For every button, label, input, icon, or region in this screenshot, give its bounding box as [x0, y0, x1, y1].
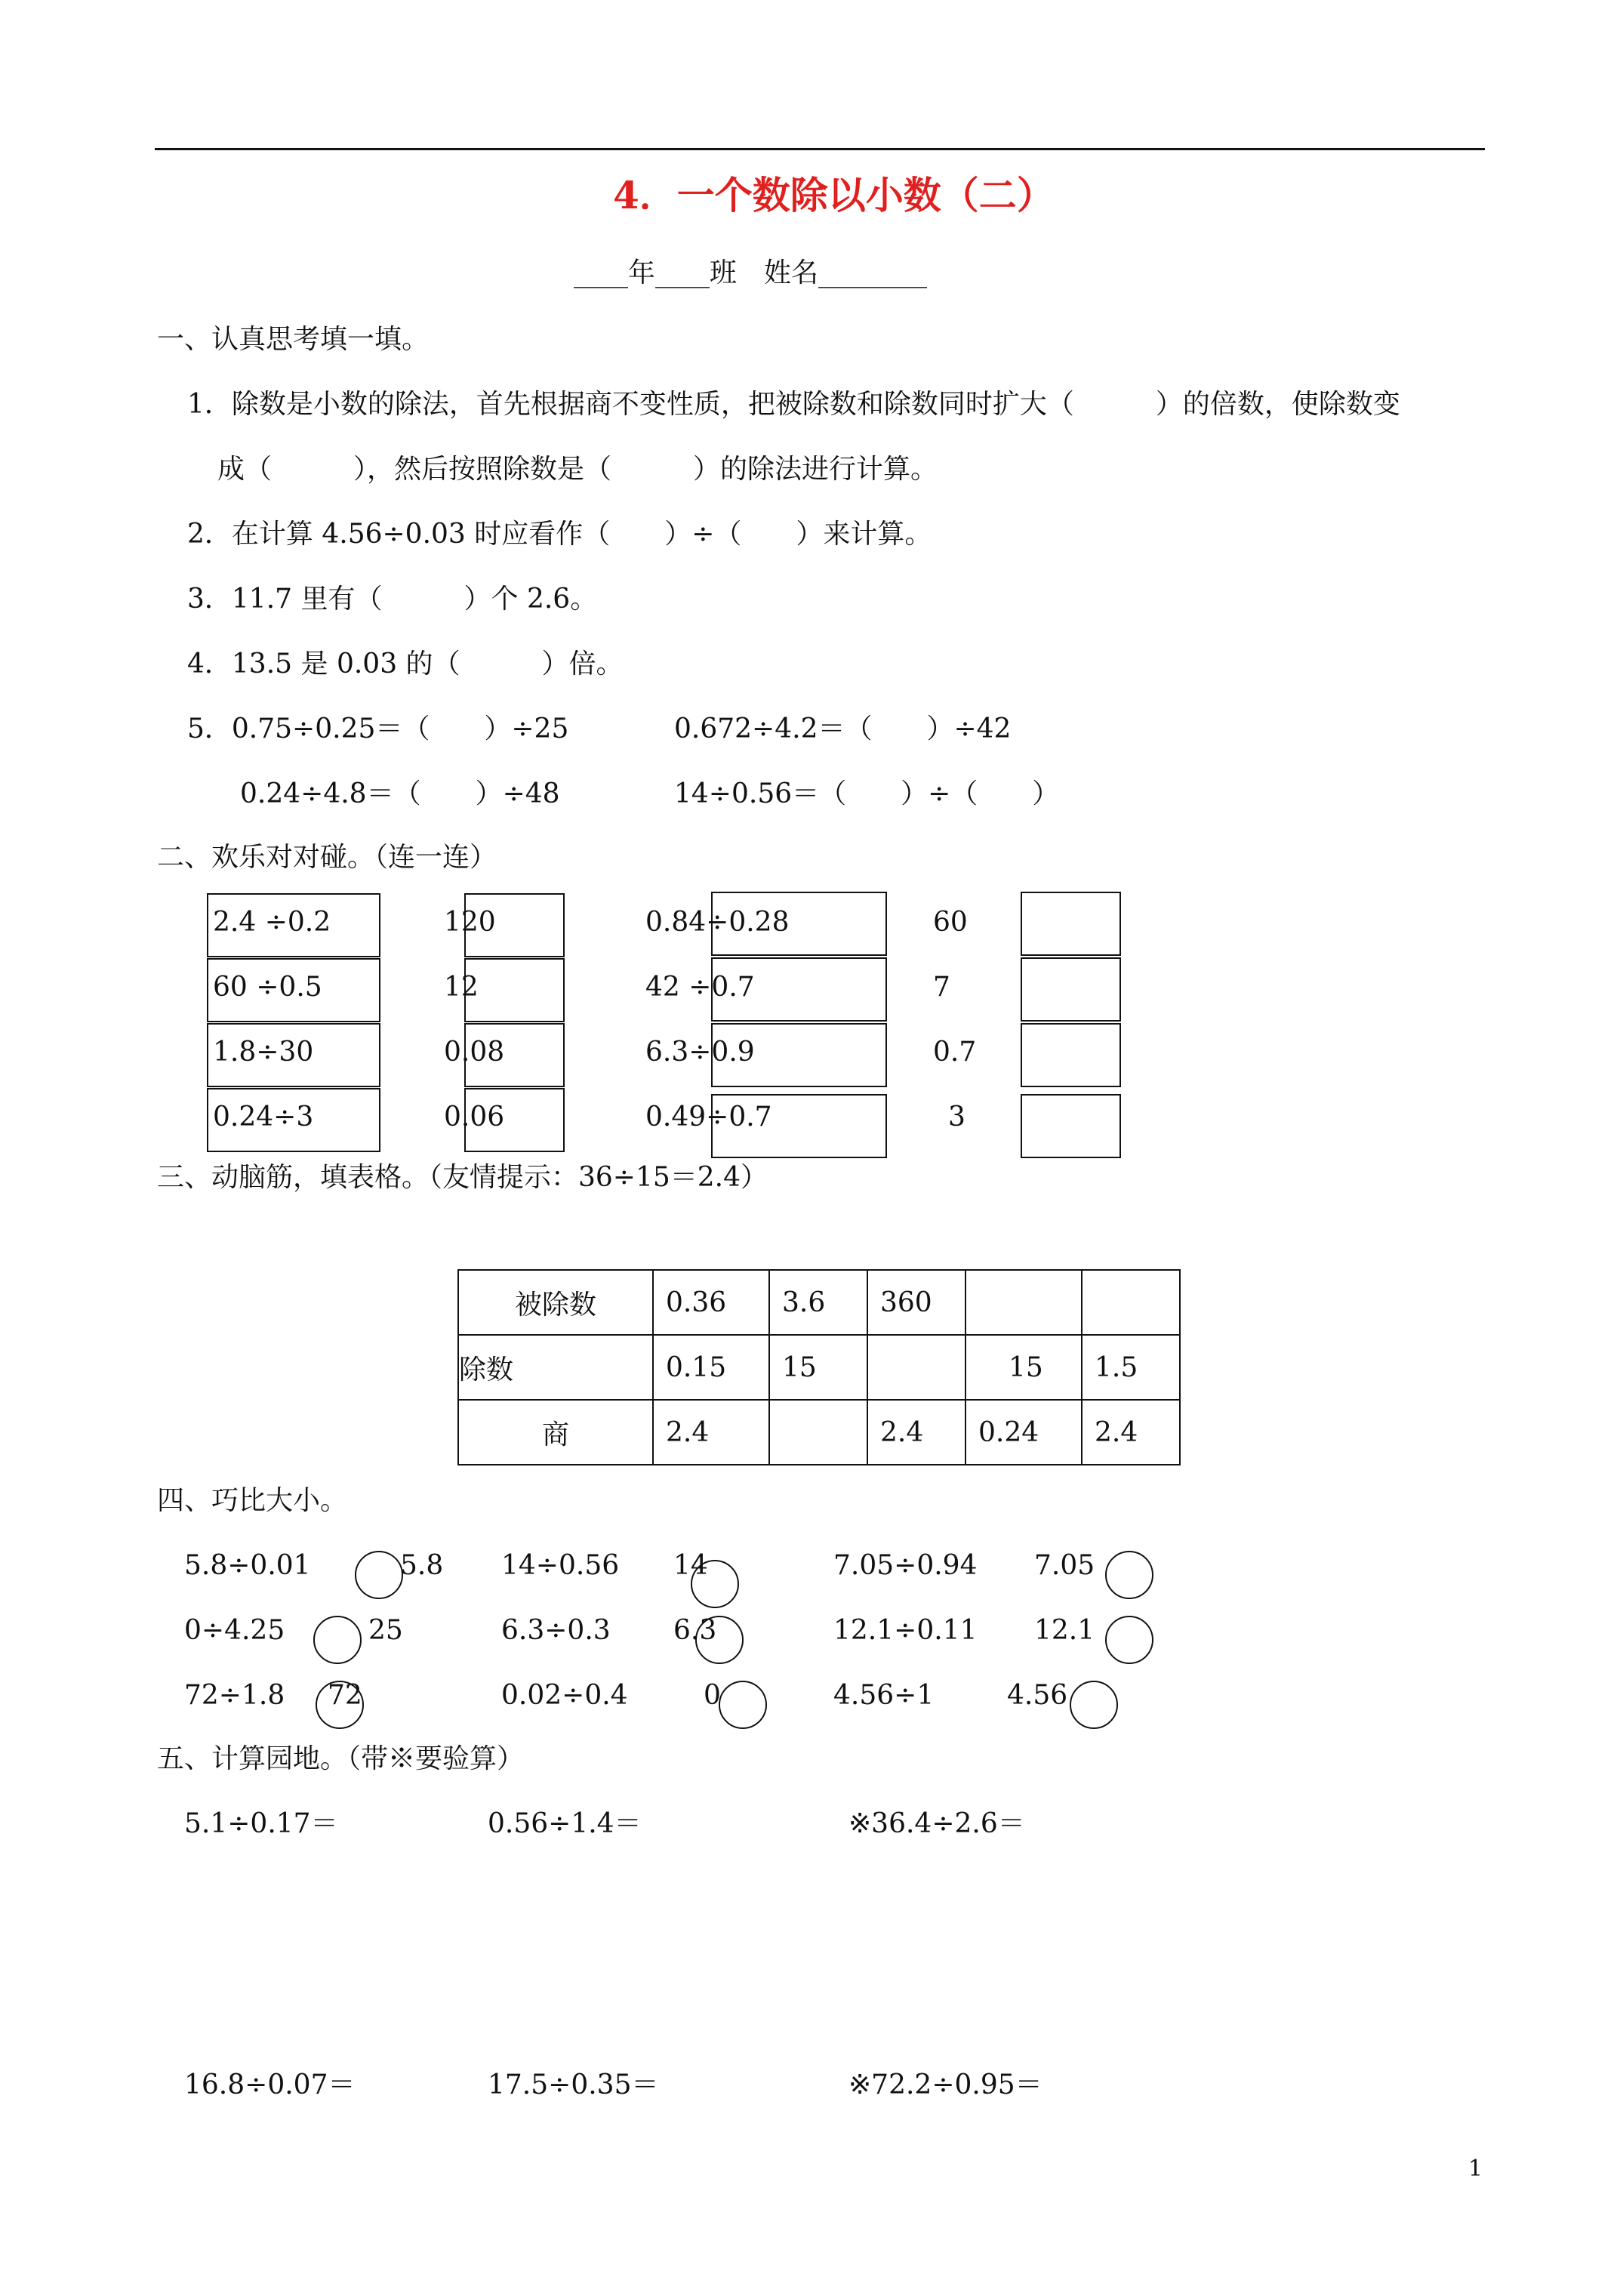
- division-table: [457, 1269, 1181, 1465]
- q3: 3．11.7 里有（ ）个 2.6。: [187, 584, 598, 615]
- match-box: [711, 957, 887, 1022]
- q2: 2．在计算 4.56÷0.03 时应看作（ ）÷（ ）来计算。: [187, 519, 932, 550]
- match-box: [1021, 957, 1121, 1022]
- section1-heading: 一、认真思考填一填。: [157, 324, 430, 355]
- section2-heading: 二、欢乐对对碰。（连一连）: [157, 842, 497, 873]
- compare-expression: 6.3÷0.3: [501, 1615, 611, 1646]
- match-box: [464, 958, 565, 1022]
- table-cell: 2.4: [867, 1400, 965, 1465]
- table-cell: 0.36: [653, 1270, 769, 1335]
- match-box: [711, 892, 887, 956]
- match-box: [207, 1088, 380, 1152]
- comparison-circle[interactable]: [719, 1681, 767, 1729]
- calc-problem: 5.1÷0.17＝: [184, 1808, 338, 1839]
- comparison-circle[interactable]: [316, 1681, 364, 1729]
- q1-line1: 1．除数是小数的除法，首先根据商不变性质，把被除数和除数同时扩大（ ）的倍数，使除数变: [187, 389, 1400, 420]
- table-cell: 3.6: [769, 1270, 867, 1335]
- match-value-right: 60: [933, 907, 968, 938]
- table-cell: 被除数: [458, 1270, 653, 1335]
- compare-value: 14: [673, 1550, 708, 1581]
- match-value-right: 3: [948, 1102, 965, 1133]
- match-box: [207, 893, 380, 957]
- table-cell: 商: [458, 1400, 653, 1465]
- match-value-left: 120: [444, 907, 496, 938]
- table-cell: 15: [769, 1335, 867, 1400]
- table-row: [458, 1270, 1180, 1335]
- comparison-circle[interactable]: [1105, 1551, 1153, 1599]
- table-cell: 360: [867, 1270, 965, 1335]
- q5b: 0.672÷4.2＝（ ）÷42: [674, 713, 1012, 744]
- compare-value: 5.8: [400, 1550, 444, 1581]
- match-expr-left: 0.24÷3: [213, 1102, 314, 1133]
- comparison-circle[interactable]: [355, 1551, 403, 1599]
- q5a: 5．0.75÷0.25＝（ ）÷25: [187, 713, 569, 744]
- calc-problem: ※72.2÷0.95＝: [848, 2069, 1042, 2100]
- section3-heading: 三、动脑筋，填表格。（友情提示：36÷15＝2.4）: [157, 1162, 768, 1193]
- compare-value: 6.3: [673, 1615, 717, 1646]
- match-box: [464, 1023, 565, 1087]
- table-cell: 2.4: [653, 1400, 769, 1465]
- match-box: [464, 893, 565, 957]
- table-cell: 0.15: [653, 1335, 769, 1400]
- match-box: [1021, 1023, 1121, 1087]
- calc-problem: 0.56÷1.4＝: [488, 1808, 642, 1839]
- table-row: [458, 1400, 1180, 1465]
- match-box: [207, 1023, 380, 1087]
- compare-expression: 7.05÷0.94: [833, 1550, 978, 1581]
- compare-expression: 4.56÷1: [833, 1680, 935, 1711]
- q4: 4．13.5 是 0.03 的（ ）倍。: [187, 649, 624, 680]
- compare-value: 7.05: [1034, 1550, 1095, 1581]
- table-row: [458, 1335, 1180, 1400]
- student-info-line: ____年____班 姓名________: [574, 257, 928, 288]
- match-box: [1021, 1094, 1121, 1158]
- compare-value: 0: [704, 1680, 721, 1711]
- comparison-circle[interactable]: [313, 1616, 362, 1664]
- section5-heading: 五、计算园地。（带※要验算）: [157, 1743, 525, 1774]
- compare-expression: 72÷1.8: [184, 1680, 285, 1711]
- compare-expression: 0÷4.25: [184, 1615, 285, 1646]
- compare-value: 25: [368, 1615, 403, 1646]
- compare-expression: 5.8÷0.01: [184, 1550, 311, 1581]
- page-title: 4．一个数除以小数（二）: [613, 173, 1055, 217]
- comparison-circle[interactable]: [1070, 1681, 1118, 1729]
- match-value-right: 0.7: [933, 1037, 977, 1068]
- compare-expression: 12.1÷0.11: [833, 1615, 978, 1646]
- match-box: [1021, 892, 1121, 956]
- match-value-left: 0.06: [444, 1102, 505, 1133]
- match-box: [464, 1088, 565, 1152]
- match-expr-left: 2.4 ÷0.2: [213, 907, 331, 938]
- table-cell: 除数: [458, 1335, 653, 1400]
- table-cell: 2.4: [1082, 1400, 1180, 1465]
- match-expr-right: 42 ÷0.7: [645, 972, 755, 1003]
- compare-expression: 14÷0.56: [501, 1550, 620, 1581]
- match-expr-left: 60 ÷0.5: [213, 972, 322, 1003]
- comparison-circle[interactable]: [695, 1616, 744, 1664]
- match-value-left: 12: [444, 972, 479, 1003]
- compare-value: 72: [328, 1680, 362, 1711]
- match-box: [711, 1023, 887, 1087]
- table-cell: 0.24: [965, 1400, 1082, 1465]
- match-box: [711, 1094, 887, 1158]
- section4-heading: 四、巧比大小。: [157, 1485, 348, 1516]
- calc-problem: 17.5÷0.35＝: [488, 2069, 659, 2100]
- match-expr-right: 0.84÷0.28: [645, 907, 790, 938]
- q5d: 14÷0.56＝（ ）÷（ ）: [674, 778, 1060, 809]
- table-cell: 15: [965, 1335, 1082, 1400]
- match-expr-right: 0.49÷0.7: [645, 1102, 772, 1133]
- match-value-right: 7: [933, 972, 950, 1003]
- compare-value: 12.1: [1034, 1615, 1095, 1646]
- table-cell[interactable]: [769, 1400, 867, 1465]
- table-cell: 1.5: [1082, 1335, 1180, 1400]
- match-box: [207, 958, 380, 1022]
- compare-value: 4.56: [1007, 1680, 1068, 1711]
- comparison-circle[interactable]: [1105, 1616, 1153, 1664]
- table-cell[interactable]: [1082, 1270, 1180, 1335]
- page-number: 1: [1468, 2156, 1483, 2182]
- q1-line2: 成（ ），然后按照除数是（ ）的除法进行计算。: [217, 454, 938, 485]
- calc-problem: 16.8÷0.07＝: [184, 2069, 356, 2100]
- table-cell[interactable]: [867, 1335, 965, 1400]
- comparison-circle[interactable]: [691, 1560, 739, 1608]
- match-expr-right: 6.3÷0.9: [645, 1037, 755, 1068]
- calc-problem: ※36.4÷2.6＝: [848, 1808, 1025, 1839]
- match-value-left: 0.08: [444, 1037, 505, 1068]
- top-rule: [155, 148, 1485, 150]
- table-cell[interactable]: [965, 1270, 1082, 1335]
- match-expr-left: 1.8÷30: [213, 1037, 314, 1068]
- compare-expression: 0.02÷0.4: [501, 1680, 628, 1711]
- q5c: 0.24÷4.8＝（ ）÷48: [240, 778, 560, 809]
